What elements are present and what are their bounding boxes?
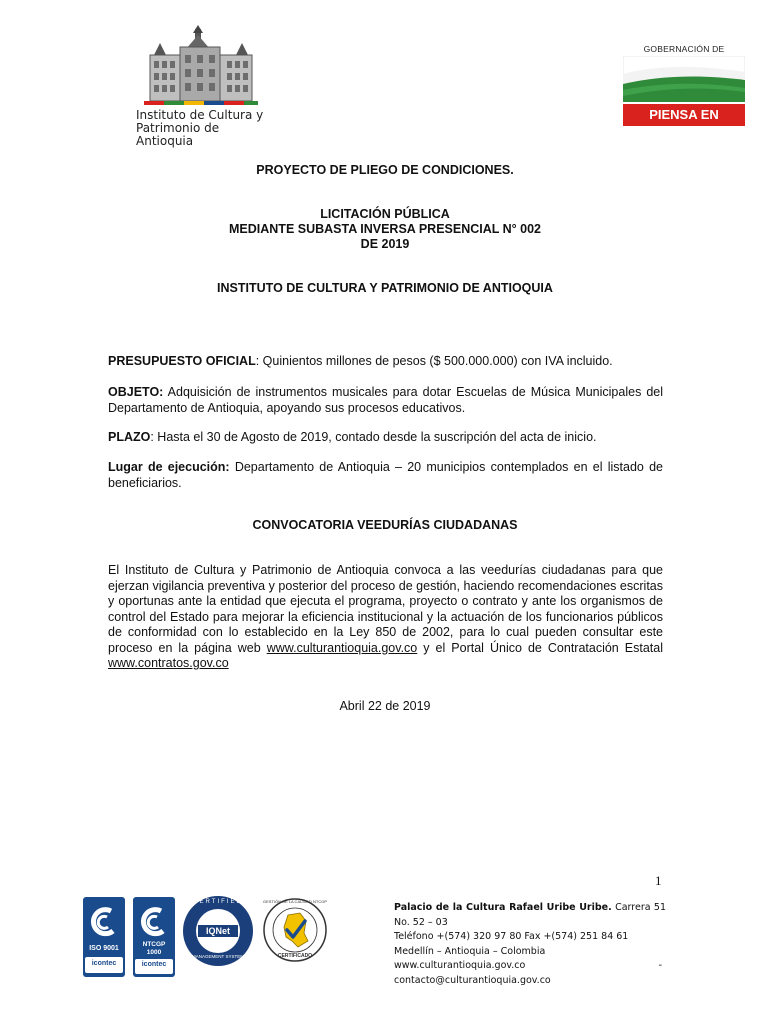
footer-city: Medellín – Antioquia – Colombia bbox=[394, 945, 546, 957]
institute-name-line1: Instituto de Cultura y bbox=[136, 108, 264, 122]
iqnet-name: IQNet bbox=[205, 926, 230, 936]
building-icon bbox=[140, 25, 262, 107]
subasta-heading: MEDIANTE SUBASTA INVERSA PRESENCIAL N° 002 bbox=[229, 222, 541, 236]
licitacion-heading: LICITACIÓN PÚBLICA bbox=[320, 207, 450, 221]
presupuesto-text: : Quinientos millones de pesos ($ 500.000.000) con IVA incluido. bbox=[255, 354, 613, 368]
footer-address-rest: Carrera 51 No. 52 – 03 bbox=[394, 902, 666, 928]
plazo-text: : Hasta el 30 de Agosto de 2019, contado desde la suscripción del acta de inicio. bbox=[150, 430, 597, 444]
presupuesto-label: PRESUPUESTO OFICIAL bbox=[108, 354, 256, 368]
gobernacion-title: GOBERNACIÓN DE bbox=[643, 44, 725, 54]
iqnet-ring-label: CERTIFIED bbox=[193, 899, 243, 905]
footer-contact bbox=[394, 901, 666, 988]
icontec-label: icontec bbox=[91, 960, 117, 967]
antioquia-flag-icon bbox=[623, 56, 745, 102]
footer-address-bold: Palacio de la Cultura Rafael Uribe Uribe. bbox=[394, 902, 612, 913]
objeto-label: OBJETO: bbox=[108, 385, 164, 399]
iso-label: ISO 9001 bbox=[89, 945, 119, 952]
footer-website-row bbox=[394, 959, 666, 974]
lugar-label: Lugar de ejecución: bbox=[108, 460, 230, 474]
year-heading: DE 2019 bbox=[360, 237, 410, 251]
culturantioquia-link[interactable]: www.culturantioquia.gov.co bbox=[266, 640, 418, 655]
gobernacion-logo bbox=[623, 44, 745, 144]
quality-certified-seal bbox=[262, 897, 328, 969]
page-number: 1 bbox=[655, 873, 662, 888]
plazo-label: PLAZO bbox=[108, 430, 151, 444]
footer-address bbox=[394, 901, 666, 930]
iso-9001-badge bbox=[83, 897, 125, 977]
piensa-en-grande-badge: PIENSA EN GRANDE bbox=[623, 104, 745, 126]
iqnet-badge bbox=[182, 895, 254, 967]
seal-label: CERTIFICADO bbox=[277, 953, 313, 959]
footer-website[interactable]: www.culturantioquia.gov.co bbox=[394, 960, 526, 971]
convocatoria-text: El Instituto de Cultura y Patrimonio de Antioquia convoca a las veedurías ciudadanas para que ejerzan vigilancia preventiva y posterior del proceso de gestión, haciendo recomendaciones escritas y oportunas ante la entidad que ejecuta el programa, proyecto o contrato y ante los organismos de control del Estado para mejorar la eficiencia institucional y la actuación de los funcionarios públicos de conformidad con lo establecido en la Ley 850 de 2002, para lo cual pueden consultar este proceso en la página web bbox=[108, 563, 663, 655]
convocatoria-heading: CONVOCATORIA VEEDURÍAS CIUDADANAS bbox=[252, 518, 518, 532]
objeto-text: Adquisición de instrumentos musicales para dotar Escuelas de Música Municipales del Departamento de Antioquia, apoyando sus procesos educativos. bbox=[108, 385, 663, 415]
lugar-text: Departamento de Antioquia – 20 municipios contemplados en el listado de beneficiarios. bbox=[108, 460, 663, 490]
lugar-paragraph bbox=[108, 460, 663, 491]
seal-ring-text: GESTIÓN DE LA CALIDAD NTCGP bbox=[262, 899, 327, 904]
presupuesto-paragraph bbox=[108, 354, 663, 370]
doc-title: PROYECTO DE PLIEGO DE CONDICIONES. bbox=[256, 163, 514, 177]
icontec-label: icontec bbox=[141, 961, 167, 968]
institute-name-line2: Patrimonio de Antioquia bbox=[136, 121, 220, 148]
institute-heading: INSTITUTO DE CULTURA Y PATRIMONIO DE ANTIOQUIA bbox=[217, 281, 553, 295]
ntcgp-number: 1000 bbox=[146, 949, 162, 956]
convocatoria-paragraph bbox=[108, 563, 663, 672]
ntcgp-1000-badge bbox=[133, 897, 175, 977]
institute-logo bbox=[130, 25, 270, 148]
footer-phone: Teléfono +(574) 320 97 80 Fax +(574) 251 84 61 bbox=[394, 931, 629, 942]
convocatoria-text-middle: y el Portal Único de Contratación Estatal bbox=[417, 640, 663, 655]
contratos-link[interactable]: www.contratos.gov.co bbox=[108, 656, 229, 670]
footer-dash: - bbox=[658, 960, 662, 971]
plazo-paragraph bbox=[108, 430, 663, 446]
icontec-swirl-icon bbox=[83, 901, 125, 943]
document-date: Abril 22 de 2019 bbox=[339, 699, 431, 713]
icontec-swirl-icon bbox=[133, 901, 175, 943]
footer-email[interactable]: contacto@culturantioquia.gov.co bbox=[394, 974, 551, 986]
objeto-paragraph bbox=[108, 385, 663, 416]
iqnet-sub-label: MANAGEMENT SYSTEM bbox=[192, 954, 244, 959]
ntcgp-label: NTCGP bbox=[142, 941, 166, 948]
